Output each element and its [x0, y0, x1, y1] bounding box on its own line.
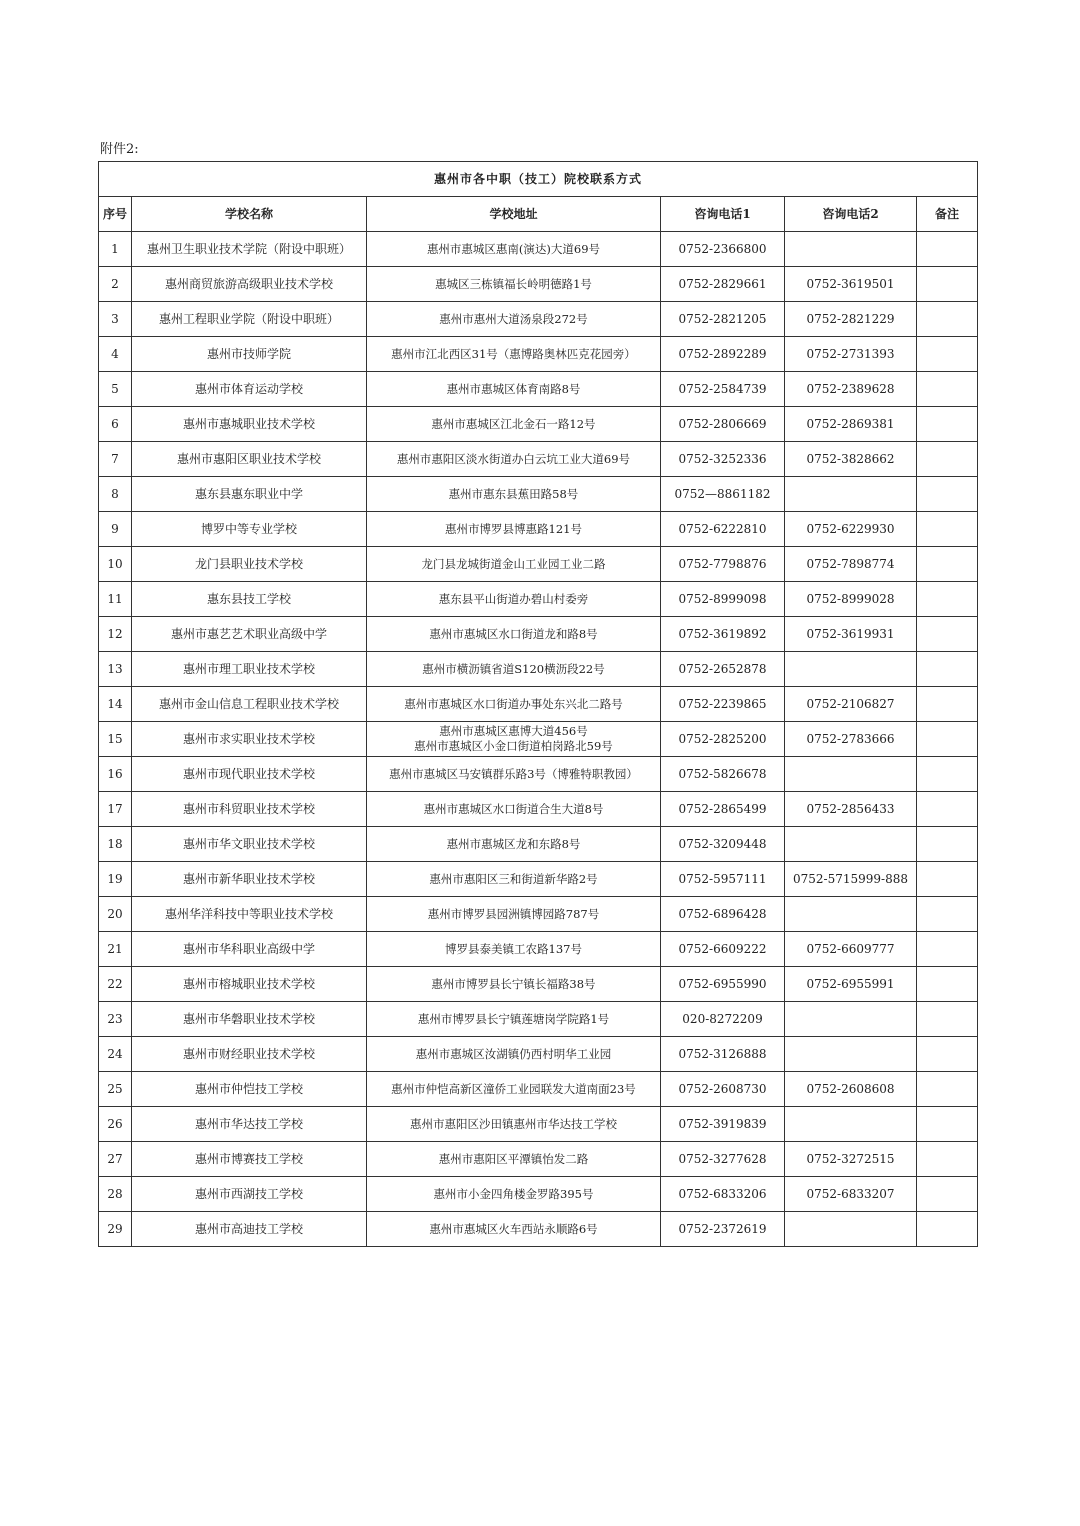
school-address	[367, 932, 661, 967]
phone-2	[785, 827, 917, 862]
phone-1: 0752-3919839	[661, 1107, 785, 1142]
phone-1: 0752-6896428	[661, 897, 785, 932]
school-address	[367, 512, 661, 547]
phone-1: 0752-2608730	[661, 1072, 785, 1107]
school-name: 惠州卫生职业技术学院（附设中职班）	[132, 232, 367, 267]
phone-1: 0752-5957111	[661, 862, 785, 897]
school-name: 惠州市华文职业技术学校	[132, 827, 367, 862]
remark	[917, 722, 978, 757]
table-row	[99, 967, 978, 1002]
phone-1: 0752-2366800	[661, 232, 785, 267]
address-line: 惠州市仲恺高新区潼侨工业园联发大道南面23号	[391, 1081, 636, 1096]
school-name: 惠州工程职业学院（附设中职班）	[132, 302, 367, 337]
phone-1: 0752-3277628	[661, 1142, 785, 1177]
phone-2: 0752-2731393	[785, 337, 917, 372]
school-name: 惠州市技师学院	[132, 337, 367, 372]
school-address	[367, 757, 661, 792]
row-number: 2	[99, 267, 132, 302]
remark	[917, 967, 978, 1002]
school-name: 惠州市新华职业技术学校	[132, 862, 367, 897]
table-row	[99, 687, 978, 722]
remark	[917, 1037, 978, 1072]
school-name: 惠州市惠阳区职业技术学校	[132, 442, 367, 477]
phone-2	[785, 897, 917, 932]
phone-2: 0752-6955991	[785, 967, 917, 1002]
remark	[917, 617, 978, 652]
school-address	[367, 1072, 661, 1107]
phone-2: 0752-3619931	[785, 617, 917, 652]
table-title: 惠州市各中职（技工）院校联系方式	[99, 162, 978, 197]
row-number: 20	[99, 897, 132, 932]
phone-2: 0752-6609777	[785, 932, 917, 967]
remark	[917, 1002, 978, 1037]
table-row	[99, 792, 978, 827]
phone-1: 0752-2239865	[661, 687, 785, 722]
table-row	[99, 1177, 978, 1212]
phone-2: 0752-7898774	[785, 547, 917, 582]
address-line: 惠州市惠城区江北金石一路12号	[431, 416, 596, 431]
row-number: 15	[99, 722, 132, 757]
phone-1: 0752-8999098	[661, 582, 785, 617]
remark	[917, 372, 978, 407]
row-number: 6	[99, 407, 132, 442]
phone-2	[785, 477, 917, 512]
school-name: 惠州华洋科技中等职业技术学校	[132, 897, 367, 932]
row-number: 24	[99, 1037, 132, 1072]
row-number: 11	[99, 582, 132, 617]
address-line: 惠州市惠城区水口街道合生大道8号	[423, 801, 604, 816]
table-row	[99, 302, 978, 337]
school-address	[367, 967, 661, 1002]
address-line: 惠州市惠城区水口街道龙和路8号	[429, 626, 598, 641]
school-address	[367, 792, 661, 827]
row-number: 16	[99, 757, 132, 792]
header-phone2: 咨询电话2	[785, 197, 917, 232]
school-name: 惠州市金山信息工程职业技术学校	[132, 687, 367, 722]
table-row	[99, 862, 978, 897]
school-address	[367, 1107, 661, 1142]
row-number: 14	[99, 687, 132, 722]
phone-1: 020-8272209	[661, 1002, 785, 1037]
table-row	[99, 337, 978, 372]
school-address	[367, 267, 661, 302]
address-line: 惠州市惠城区马安镇群乐路3号（博雅特职教园）	[389, 766, 638, 781]
table-row	[99, 512, 978, 547]
remark	[917, 302, 978, 337]
school-name: 惠州市高迪技工学校	[132, 1212, 367, 1247]
school-contact-table	[98, 161, 978, 1247]
table-row	[99, 1002, 978, 1037]
school-name: 惠东县惠东职业中学	[132, 477, 367, 512]
address-line: 惠州市博罗县长宁镇莲塘岗学院路1号	[417, 1011, 610, 1026]
table-row	[99, 1072, 978, 1107]
row-number: 4	[99, 337, 132, 372]
address-line: 惠州市惠东县蕉田路58号	[448, 486, 579, 501]
address-line: 惠州市博罗县长宁镇长福路38号	[431, 976, 596, 991]
remark	[917, 407, 978, 442]
address-line: 惠州市惠阳区沙田镇惠州市华达技工学校	[410, 1116, 617, 1131]
phone-1: 0752-3252336	[661, 442, 785, 477]
phone-1: 0752-6955990	[661, 967, 785, 1002]
remark	[917, 757, 978, 792]
address-line: 惠州市博罗县园洲镇博园路787号	[427, 906, 600, 921]
address-line: 惠州市惠城区惠博大道456号	[439, 724, 588, 738]
school-address	[367, 372, 661, 407]
address-line: 龙门县龙城街道金山工业园工业二路	[421, 556, 606, 571]
row-number: 17	[99, 792, 132, 827]
table-row	[99, 1212, 978, 1247]
attachment-label: 附件2:	[100, 142, 139, 157]
remark	[917, 687, 978, 722]
phone-1: 0752-5826678	[661, 757, 785, 792]
school-address	[367, 897, 661, 932]
school-name: 惠州市科贸职业技术学校	[132, 792, 367, 827]
phone-1: 0752-6833206	[661, 1177, 785, 1212]
school-name: 惠州市求实职业技术学校	[132, 722, 367, 757]
table-row	[99, 932, 978, 967]
header-phone1: 咨询电话1	[661, 197, 785, 232]
table-row	[99, 1037, 978, 1072]
phone-2	[785, 1002, 917, 1037]
address-line: 惠州市惠阳区三和街道新华路2号	[429, 871, 598, 886]
table-body	[99, 232, 978, 1247]
phone-1: 0752-2806669	[661, 407, 785, 442]
address-line: 惠州市惠城区火车西站永顺路6号	[429, 1221, 598, 1236]
remark	[917, 1142, 978, 1177]
phone-1: 0752-7798876	[661, 547, 785, 582]
school-address	[367, 1037, 661, 1072]
school-address	[367, 652, 661, 687]
address-line: 惠州市小金四角楼金罗路395号	[433, 1186, 594, 1201]
address-line: 惠州市惠城区水口街道办事处东兴北二路号	[404, 696, 623, 711]
phone-2: 0752-2821229	[785, 302, 917, 337]
remark	[917, 1107, 978, 1142]
school-address	[367, 1212, 661, 1247]
remark	[917, 792, 978, 827]
phone-1: 0752-6609222	[661, 932, 785, 967]
row-number: 18	[99, 827, 132, 862]
remark	[917, 1177, 978, 1212]
row-number: 22	[99, 967, 132, 1002]
phone-2: 0752-3619501	[785, 267, 917, 302]
phone-1: 0752-2372619	[661, 1212, 785, 1247]
row-number: 9	[99, 512, 132, 547]
school-address	[367, 687, 661, 722]
school-address	[367, 827, 661, 862]
school-name: 惠州市财经职业技术学校	[132, 1037, 367, 1072]
address-line: 惠州市江北西区31号（惠博路奥林匹克花园旁）	[391, 346, 636, 361]
phone-1: 0752-2865499	[661, 792, 785, 827]
remark	[917, 862, 978, 897]
phone-2	[785, 1212, 917, 1247]
school-name: 惠州市惠艺艺术职业高级中学	[132, 617, 367, 652]
address-line: 惠州市惠阳区淡水街道办白云坑工业大道69号	[396, 451, 631, 466]
school-address	[367, 442, 661, 477]
row-number: 25	[99, 1072, 132, 1107]
row-number: 5	[99, 372, 132, 407]
phone-1: 0752—8861182	[661, 477, 785, 512]
phone-2: 0752-2783666	[785, 722, 917, 757]
phone-1: 0752-2892289	[661, 337, 785, 372]
remark	[917, 827, 978, 862]
remark	[917, 547, 978, 582]
table-row	[99, 757, 978, 792]
header-name: 学校名称	[132, 197, 367, 232]
row-number: 21	[99, 932, 132, 967]
address-line: 惠州市惠城区小金口街道柏岗路北59号	[414, 739, 613, 753]
school-name: 惠州市西湖技工学校	[132, 1177, 367, 1212]
row-number: 3	[99, 302, 132, 337]
school-name: 惠州市榕城职业技术学校	[132, 967, 367, 1002]
phone-1: 0752-2821205	[661, 302, 785, 337]
school-name: 惠州市现代职业技术学校	[132, 757, 367, 792]
row-number: 28	[99, 1177, 132, 1212]
school-name: 龙门县职业技术学校	[132, 547, 367, 582]
phone-1: 0752-2652878	[661, 652, 785, 687]
table-row	[99, 897, 978, 932]
remark	[917, 267, 978, 302]
row-number: 23	[99, 1002, 132, 1037]
address-line: 惠州市惠州大道汤泉段272号	[439, 311, 588, 326]
remark	[917, 897, 978, 932]
phone-2: 0752-8999028	[785, 582, 917, 617]
table-row	[99, 267, 978, 302]
phone-1: 0752-3209448	[661, 827, 785, 862]
school-name: 惠州市华达技工学校	[132, 1107, 367, 1142]
table-row	[99, 1107, 978, 1142]
table-row	[99, 1142, 978, 1177]
row-number: 13	[99, 652, 132, 687]
phone-2: 0752-2608608	[785, 1072, 917, 1107]
school-address	[367, 1002, 661, 1037]
school-name: 惠州商贸旅游高级职业技术学校	[132, 267, 367, 302]
table-row	[99, 582, 978, 617]
school-name: 惠东县技工学校	[132, 582, 367, 617]
remark	[917, 512, 978, 547]
remark	[917, 652, 978, 687]
phone-2: 0752-6833207	[785, 1177, 917, 1212]
school-name: 惠州市理工职业技术学校	[132, 652, 367, 687]
row-number: 26	[99, 1107, 132, 1142]
header-no: 序号	[99, 197, 132, 232]
school-address	[367, 617, 661, 652]
row-number: 8	[99, 477, 132, 512]
table-row	[99, 232, 978, 267]
phone-2	[785, 1107, 917, 1142]
table-row	[99, 477, 978, 512]
school-name: 惠州市华科职业高级中学	[132, 932, 367, 967]
school-address	[367, 302, 661, 337]
school-address	[367, 337, 661, 372]
phone-2: 0752-2389628	[785, 372, 917, 407]
row-number: 12	[99, 617, 132, 652]
school-address	[367, 582, 661, 617]
phone-1: 0752-2825200	[661, 722, 785, 757]
phone-2	[785, 232, 917, 267]
table-row	[99, 652, 978, 687]
remark	[917, 477, 978, 512]
phone-2: 0752-2869381	[785, 407, 917, 442]
remark	[917, 1072, 978, 1107]
phone-2: 0752-3828662	[785, 442, 917, 477]
school-address	[367, 862, 661, 897]
school-name: 惠州市惠城职业技术学校	[132, 407, 367, 442]
phone-2	[785, 1037, 917, 1072]
phone-2: 0752-2856433	[785, 792, 917, 827]
remark	[917, 232, 978, 267]
row-number: 19	[99, 862, 132, 897]
school-name: 惠州市博赛技工学校	[132, 1142, 367, 1177]
school-address	[367, 1142, 661, 1177]
table-row	[99, 442, 978, 477]
address-line: 惠州市惠城区体育南路8号	[446, 381, 581, 396]
table-row	[99, 407, 978, 442]
school-name: 惠州市仲恺技工学校	[132, 1072, 367, 1107]
phone-2: 0752-2106827	[785, 687, 917, 722]
remark	[917, 582, 978, 617]
address-line: 惠州市惠城区惠南(演达)大道69号	[426, 241, 601, 256]
school-address	[367, 477, 661, 512]
address-line: 惠州市惠阳区平潭镇怡发二路	[438, 1151, 589, 1166]
phone-1: 0752-2829661	[661, 267, 785, 302]
address-line: 惠州市横沥镇省道S120横沥段22号	[422, 661, 605, 676]
school-address	[367, 232, 661, 267]
address-line: 惠城区三栋镇福长岭明德路1号	[435, 276, 592, 291]
remark	[917, 442, 978, 477]
row-number: 7	[99, 442, 132, 477]
remark	[917, 337, 978, 372]
row-number: 29	[99, 1212, 132, 1247]
header-address: 学校地址	[367, 197, 661, 232]
table-row	[99, 547, 978, 582]
phone-1: 0752-6222810	[661, 512, 785, 547]
remark	[917, 932, 978, 967]
school-name: 博罗中等专业学校	[132, 512, 367, 547]
school-address	[367, 1177, 661, 1212]
address-line: 惠东县平山街道办碧山村委旁	[438, 591, 589, 606]
table-row	[99, 617, 978, 652]
phone-2: 0752-3272515	[785, 1142, 917, 1177]
phone-2	[785, 652, 917, 687]
phone-1: 0752-2584739	[661, 372, 785, 407]
table-row	[99, 722, 978, 757]
school-name: 惠州市华磐职业技术学校	[132, 1002, 367, 1037]
school-address	[367, 407, 661, 442]
phone-2	[785, 757, 917, 792]
school-address	[367, 722, 661, 757]
phone-1: 0752-3619892	[661, 617, 785, 652]
address-line: 博罗县泰美镇工农路137号	[445, 941, 582, 956]
address-line: 惠州市惠城区龙和东路8号	[446, 836, 581, 851]
table-row	[99, 372, 978, 407]
phone-2: 0752-6229930	[785, 512, 917, 547]
school-address	[367, 547, 661, 582]
table-row	[99, 827, 978, 862]
row-number: 1	[99, 232, 132, 267]
phone-2: 0752-5715999-888	[785, 862, 917, 897]
remark	[917, 1212, 978, 1247]
address-line: 惠州市博罗县博惠路121号	[445, 521, 582, 536]
phone-1: 0752-3126888	[661, 1037, 785, 1072]
row-number: 10	[99, 547, 132, 582]
school-name: 惠州市体育运动学校	[132, 372, 367, 407]
header-remark: 备注	[917, 197, 978, 232]
row-number: 27	[99, 1142, 132, 1177]
address-line: 惠州市惠城区汝湖镇仍西村明华工业园	[415, 1046, 612, 1061]
